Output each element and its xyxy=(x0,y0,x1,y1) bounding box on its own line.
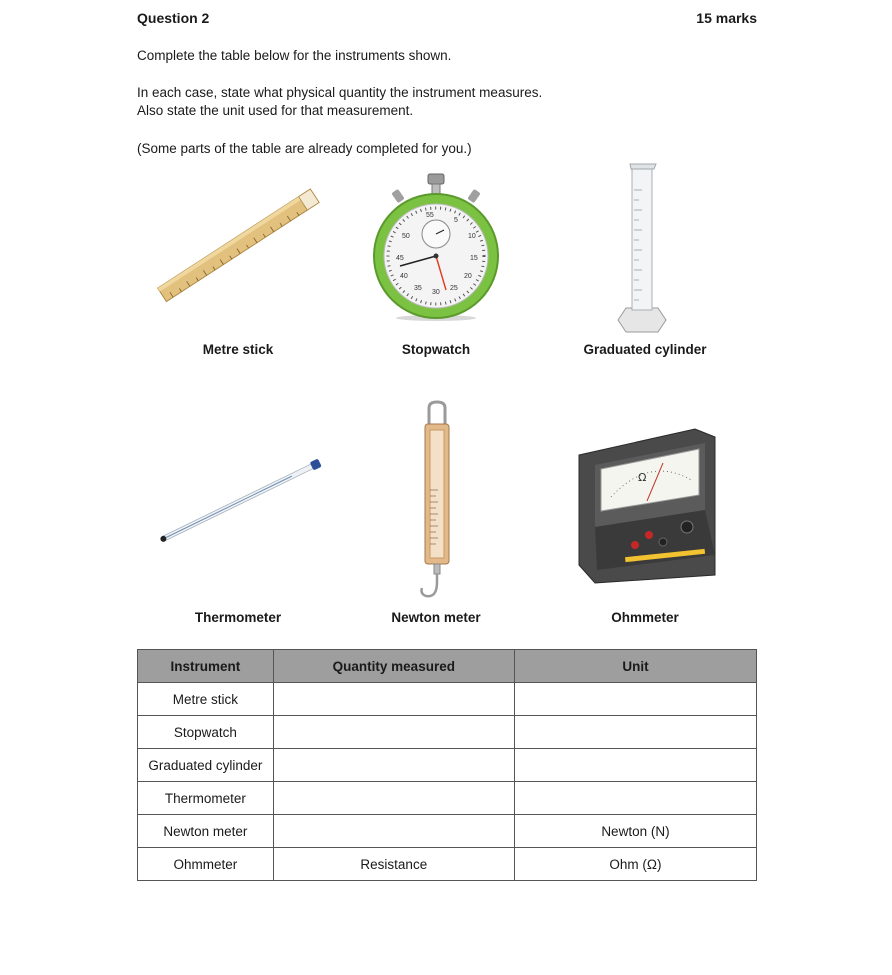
caption-stopwatch: Stopwatch xyxy=(401,342,471,357)
table-header-row xyxy=(138,650,757,683)
cell-instrument: Ohmmeter xyxy=(138,848,274,881)
marks-label: 15 marks xyxy=(696,10,757,26)
caption-graduated-cylinder: Graduated cylinder xyxy=(583,342,707,357)
cell-quantity[interactable] xyxy=(273,782,514,815)
cell-unit: Newton (N) xyxy=(514,815,756,848)
cell-instrument: Thermometer xyxy=(138,782,274,815)
cell-unit[interactable] xyxy=(514,683,756,716)
cell-instrument: Metre stick xyxy=(138,683,274,716)
caption-thermometer: Thermometer xyxy=(194,610,282,625)
graduated-cylinder-image xyxy=(612,160,672,335)
dial-number: 40 xyxy=(400,273,408,280)
metre-stick-image xyxy=(145,180,330,310)
table-row xyxy=(138,716,757,749)
instruction-line-3: Also state the unit used for that measurement. xyxy=(137,103,414,118)
table-row xyxy=(138,782,757,815)
caption-metre-stick: Metre stick xyxy=(202,342,274,357)
instruction-line-2: In each case, state what physical quantity the instrument measures. xyxy=(137,85,543,100)
newton-meter-image xyxy=(412,400,462,608)
cell-instrument: Stopwatch xyxy=(138,716,274,749)
cell-quantity[interactable] xyxy=(273,683,514,716)
cell-quantity: Resistance xyxy=(273,848,514,881)
dial-number: 5 xyxy=(454,217,458,224)
question-title: Question 2 xyxy=(137,10,210,26)
cell-unit: Ohm (Ω) xyxy=(514,848,756,881)
table-row xyxy=(138,683,757,716)
instruction-line-1: Complete the table below for the instruments shown. xyxy=(137,48,452,63)
cell-instrument: Graduated cylinder xyxy=(138,749,274,782)
cell-unit[interactable] xyxy=(514,782,756,815)
stopwatch-image xyxy=(370,172,505,322)
dial-number: 15 xyxy=(470,255,478,262)
cell-instrument: Newton meter xyxy=(138,815,274,848)
cell-quantity[interactable] xyxy=(273,716,514,749)
dial-number: 25 xyxy=(450,285,458,292)
cell-quantity[interactable] xyxy=(273,815,514,848)
cell-unit[interactable] xyxy=(514,749,756,782)
header-quantity: Quantity measured xyxy=(273,650,514,683)
dial-number: 50 xyxy=(402,233,410,240)
caption-newton-meter: Newton meter xyxy=(391,610,481,625)
dial-number: 35 xyxy=(414,285,422,292)
answer-table xyxy=(137,649,757,881)
svg-text:Ω: Ω xyxy=(638,471,647,484)
table-row xyxy=(138,848,757,881)
dial-number: 55 xyxy=(426,212,434,219)
caption-ohmmeter: Ohmmeter xyxy=(611,610,679,625)
header-unit: Unit xyxy=(514,650,756,683)
dial-number: 20 xyxy=(464,273,472,280)
dial-number: 10 xyxy=(468,233,476,240)
cell-unit[interactable] xyxy=(514,716,756,749)
table-row xyxy=(138,749,757,782)
dial-number: 30 xyxy=(432,289,440,296)
instruction-line-4: (Some parts of the table are already completed for you.) xyxy=(137,141,472,156)
thermometer-image xyxy=(148,455,333,550)
table-row xyxy=(138,815,757,848)
dial-number: 45 xyxy=(396,255,404,262)
header-instrument: Instrument xyxy=(138,650,274,683)
ohmmeter-image xyxy=(575,415,720,590)
cell-quantity[interactable] xyxy=(273,749,514,782)
